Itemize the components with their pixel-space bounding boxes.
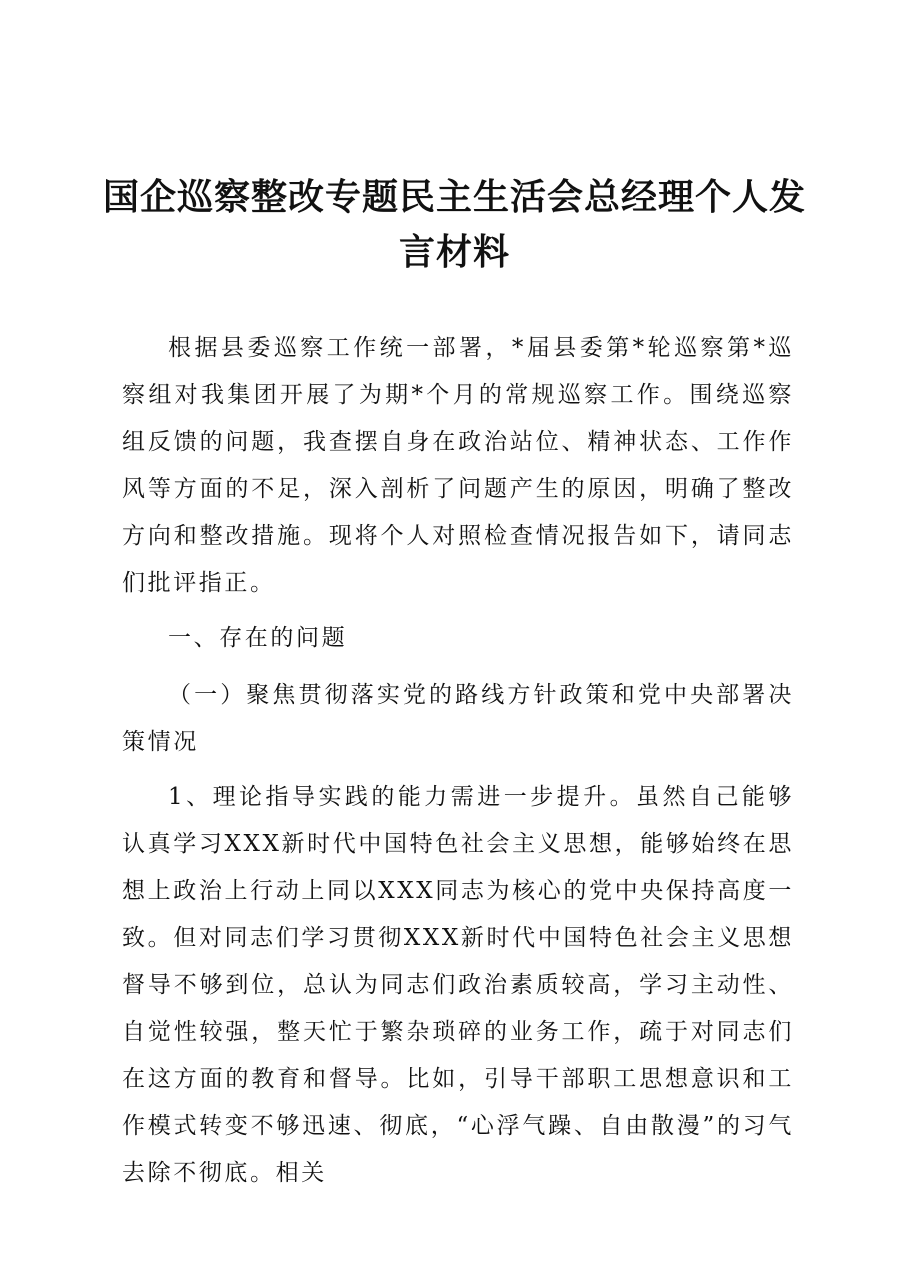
intro-paragraph: 根据县委巡察工作统一部署，*届县委第*轮巡察第*巡察组对我集团开展了为期*个月的常规巡察工作。围绕巡察组反馈的问题，我查摆自身在政治站位、精神状态、工作作风等方面的不足，深入剖析了问题产生的原因，明确了整改方向和整改措施。现将个人对照检查情况报告如下，请同志们批评指正。 — [122, 335, 794, 596]
document-title: 国企巡察整改专题民主生活会总经理个人发言材料 — [102, 176, 806, 273]
document-body — [122, 325, 794, 1205]
body-paragraph: 1、理论指导实践的能力需进一步提升。虽然自己能够认真学习XXX新时代中国特色社会主义思想，能够始终在思想上政治上行动上同以XXX同志为核心的党中央保持高度一致。但对同志们学习贯彻XXX新时代中国特色社会主义思想督导不够到位，总认为同志们政治素质较高，学习主动性、自觉性较强，整天忙于繁杂琐碎的业务工作，疏于对同志们在这方面的教育和督导。比如，引导干部职工思想意识和工作模式转变不够迅速、彻底，“心浮气躁、自由散漫”的习气去除不彻底。相关 — [122, 784, 794, 1186]
subsection-heading: （一）聚焦贯彻落实党的路线方针政策和党中央部署决策情况 — [122, 682, 794, 755]
section-heading: 一、存在的问题 — [168, 625, 348, 651]
